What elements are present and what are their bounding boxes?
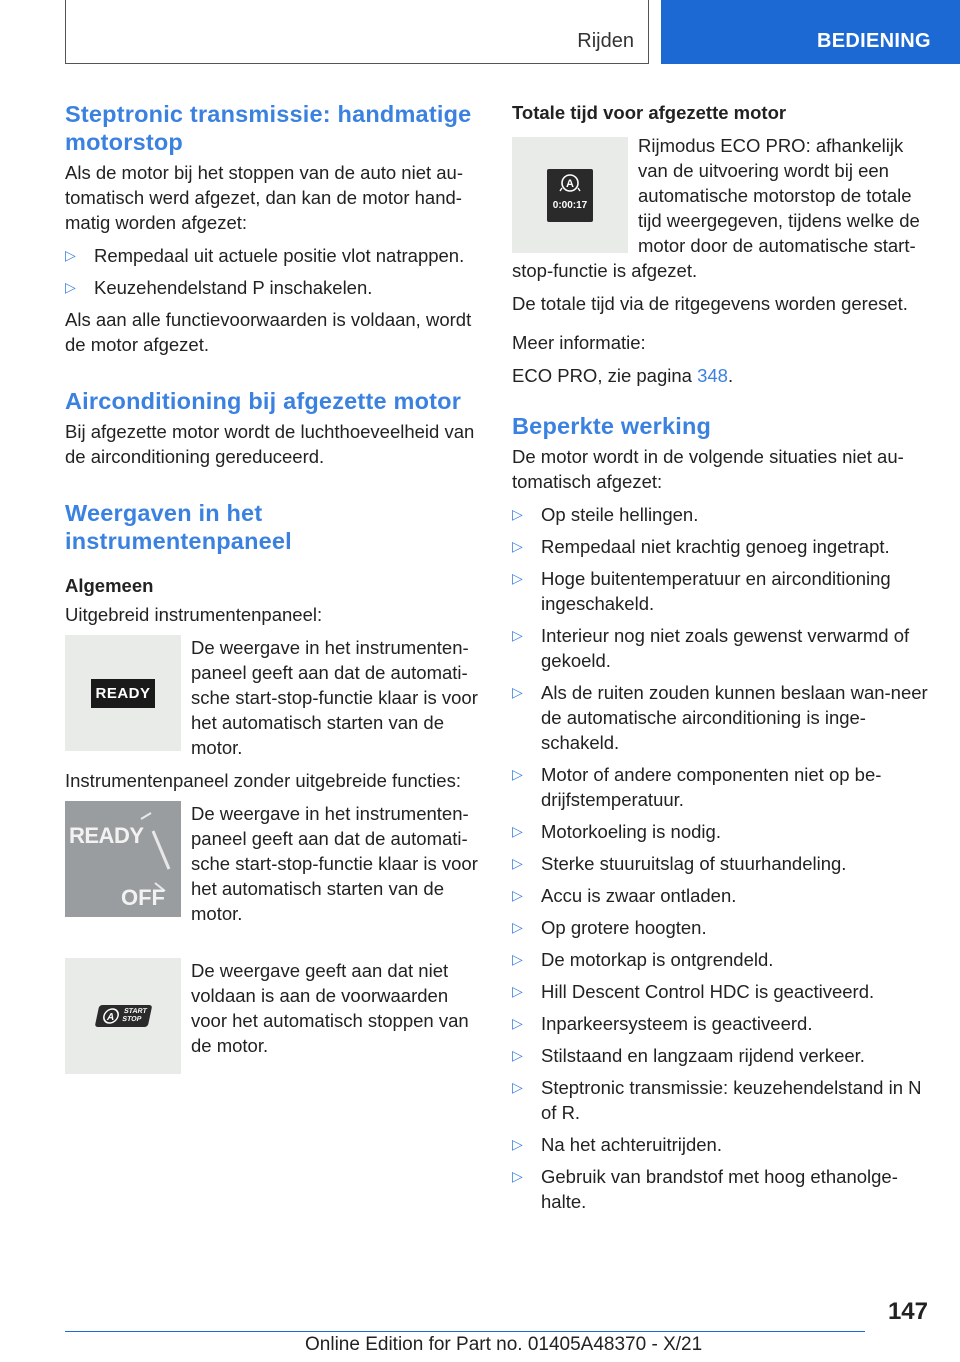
svg-text:A: A [566, 177, 574, 190]
heading-totale-tijd: Totale tijd voor afgezette motor [512, 102, 787, 123]
list-item: ▷ Keuzehendelstand P inschakelen. [65, 277, 373, 298]
list-item: ▷ Steptronic transmissie: keuzehendelstand in N of R. [512, 1077, 922, 1123]
figure-text: De weergave in het instrumenten-paneel geeft aan dat de automati-sche start-stop-functie klaar is voor het automatisch starten van de motor. [191, 637, 478, 758]
list-item: ▷ Accu is zwaar ontladen. [512, 885, 737, 906]
heading-steptronic: Steptronic transmissie: handmatige motorstop [65, 101, 472, 155]
paragraph: De totale tijd via de ritgegevens worden gereset. [512, 293, 908, 314]
ready-indicator-image [65, 635, 181, 751]
triangle-bullet-icon: ▷ [512, 855, 523, 871]
list-item: ▷ Op steile hellingen. [512, 504, 699, 525]
header-chapter-tab [661, 0, 960, 64]
triangle-bullet-icon: ▷ [65, 247, 76, 263]
figure-text: Rijmodus ECO PRO: afhankelijk van de uitvoering wordt bij een automatische motorstop de totale tijd weergegeven, tijdens welke de motor door de automatische start-stop-functie is afgezet. [512, 135, 920, 281]
paragraph: Als aan alle functievoorwaarden is voldaan, wordt de motor afgezet. [65, 309, 472, 355]
list-item: ▷ Op grotere hoogten. [512, 917, 707, 938]
list-item: ▷ Inparkeersysteem is geactiveerd. [512, 1013, 813, 1034]
list-item: ▷ Gebruik van brandstof met hoog ethanolge-halte. [512, 1166, 898, 1212]
timer-indicator-image [512, 137, 628, 253]
bullet-list [65, 243, 480, 300]
paragraph: Uitgebreid instrumentenpaneel: [65, 604, 323, 625]
ready-label: READY [91, 679, 154, 708]
triangle-bullet-icon: ▷ [512, 627, 523, 643]
list-item: ▷ Sterke stuuruitslag of stuurhandeling. [512, 853, 847, 874]
triangle-bullet-icon: ▷ [512, 1136, 523, 1152]
ready-text: READY [69, 823, 144, 848]
list-item: ▷ Hill Descent Control HDC is geactiveerd. [512, 981, 875, 1002]
triangle-bullet-icon: ▷ [512, 766, 523, 782]
figure-ready-off [65, 801, 480, 926]
timer-icon [547, 169, 593, 222]
heading-beperkte-werking: Beperkte werking [512, 413, 712, 439]
list-item: ▷ Stilstaand en langzaam rijdend verkeer. [512, 1045, 865, 1066]
heading-weergaven: Weergaven in het instrumentenpaneel [65, 500, 292, 554]
triangle-bullet-icon: ▷ [512, 570, 523, 586]
footer-divider [65, 1331, 865, 1332]
triangle-bullet-icon: ▷ [512, 887, 523, 903]
heading-airconditioning: Airconditioning bij afgezette motor [65, 388, 462, 414]
list-item: ▷ Rempedaal niet krachtig genoeg ingetrapt. [512, 536, 890, 557]
edition-note: Online Edition for Part no. 01405A48370 - X/21 [305, 1334, 703, 1355]
auto-start-stop-icon [558, 173, 582, 193]
timer-value: 0:00:17 [552, 199, 588, 211]
figure-eco-pro-timer [512, 133, 930, 283]
list-item: ▷ Als de ruiten zouden kunnen beslaan wan-neer de automatische airconditioning is inge-schakeld. [512, 682, 928, 753]
ready-off-gauge-image [65, 801, 181, 917]
triangle-bullet-icon: ▷ [512, 823, 523, 839]
paragraph: Meer informatie: [512, 332, 646, 353]
start-stop-icon: A START STOP [94, 1005, 151, 1027]
list-item: ▷ Motor of andere componenten niet op be-drijfstemperatuur. [512, 764, 882, 810]
figure-text: De weergave geeft aan dat niet voldaan is aan de voorwaarden voor het automatisch stoppen van de motor. [191, 960, 469, 1056]
paragraph-eco-pro-ref: ECO PRO, zie pagina 348. [512, 365, 734, 386]
header-chapter: BEDIENING [817, 30, 931, 52]
triangle-bullet-icon: ▷ [512, 1015, 523, 1031]
right-column [512, 100, 930, 1221]
triangle-bullet-icon: ▷ [512, 1047, 523, 1063]
figure-start-stop [65, 958, 480, 1074]
svg-text:A: A [105, 1012, 116, 1023]
warning-a-icon [99, 1007, 123, 1025]
triangle-bullet-icon: ▷ [512, 506, 523, 522]
off-text: OFF [121, 885, 165, 910]
page-reference-link[interactable]: 348 [697, 365, 728, 386]
list-item: ▷ Hoge buitentemperatuur en airconditioning ingeschakeld. [512, 568, 891, 614]
triangle-bullet-icon: ▷ [512, 538, 523, 554]
list-item: ▷ Motorkoeling is nodig. [512, 821, 721, 842]
list-item: ▷ De motorkap is ontgrendeld. [512, 949, 774, 970]
triangle-bullet-icon: ▷ [512, 1079, 523, 1095]
triangle-bullet-icon: ▷ [512, 951, 523, 967]
list-item: ▷ Rempedaal uit actuele positie vlot natrappen. [65, 245, 465, 266]
paragraph: Bij afgezette motor wordt de luchthoeveelheid van de airconditioning gereduceerd. [65, 421, 475, 467]
triangle-bullet-icon: ▷ [512, 1168, 523, 1184]
subheading-algemeen: Algemeen [65, 575, 154, 596]
paragraph: De motor wordt in de volgende situaties niet au-tomatisch afgezet: [512, 446, 904, 492]
triangle-bullet-icon: ▷ [512, 919, 523, 935]
header-section: Rijden [577, 30, 634, 52]
figure-ready [65, 635, 480, 760]
left-column [65, 100, 480, 1082]
page-number: 147 [887, 1298, 928, 1325]
list-item: ▷ Interieur nog niet zoals gewenst verwarmd of gekoeld. [512, 625, 910, 671]
triangle-bullet-icon: ▷ [65, 279, 76, 295]
triangle-bullet-icon: ▷ [512, 983, 523, 999]
paragraph: Instrumentenpaneel zonder uitgebreide functies: [65, 770, 461, 791]
paragraph: Als de motor bij het stoppen van de auto niet au-tomatisch werd afgezet, dan kan de motor hand-matig worden afgezet: [65, 162, 464, 233]
list-item: ▷ Na het achteruitrijden. [512, 1134, 722, 1155]
figure-text: De weergave in het instrumenten-paneel geeft aan dat de automati-sche start-stop-functie klaar is voor het automatisch starten van de motor. [191, 803, 478, 924]
start-stop-warning-image [65, 958, 181, 1074]
bullet-list [512, 502, 930, 1214]
header-box [65, 0, 649, 64]
triangle-bullet-icon: ▷ [512, 684, 523, 700]
